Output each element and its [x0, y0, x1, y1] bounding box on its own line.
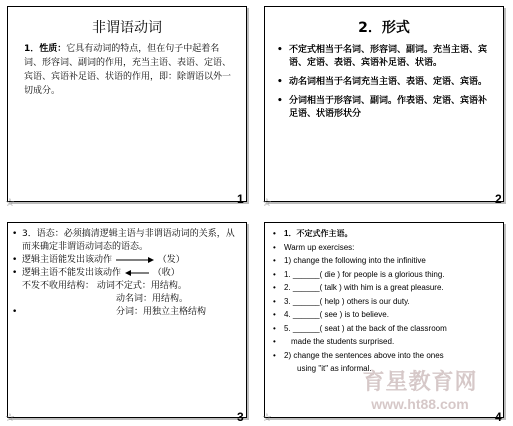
list-item: • 2. ______( talk ) with him is a great pleasure. — [273, 281, 497, 295]
bullet-icon: • — [273, 283, 276, 292]
list-item: • 逻辑主语不能发出该动作 （收） — [12, 268, 180, 278]
list-item: • 1) change the following into the infinitive — [273, 254, 497, 268]
star-icon: ☆ — [5, 411, 15, 424]
slide-1[interactable] — [7, 6, 247, 202]
bullet-icon: • — [12, 229, 18, 239]
list-item: 动名词：用结构。 — [116, 294, 189, 304]
slide-1-body-text: 它具有动词的特点，但在句子中起着名词、形容词、副词的作用，充当主语、表语、定语、宾语、宾语补足语、状语的作用，即：除谓语以外一切成分。 — [24, 44, 232, 96]
list-item: • 5. ______( seat ) at the back of the classroom — [273, 322, 497, 336]
bullet-icon: • — [277, 45, 283, 55]
slide-3-content — [12, 228, 240, 319]
list-item: • 逻辑主语能发出该动作 （发） — [12, 255, 185, 265]
star-icon: ☆ — [262, 196, 272, 209]
list-item: • 3．语态：必须搞清逻辑主语与非谓语动词的关系，从而来确定非谓语动词态的语态。 — [12, 229, 235, 252]
list-item: • 4. ______( see ) is to believe. — [273, 308, 497, 322]
bullet-icon: • — [273, 310, 276, 319]
bullet-icon: • — [12, 268, 18, 278]
bullet-icon: • — [12, 255, 18, 265]
list-item: • 1. ______( die ) for people is a glorious thing. — [273, 268, 497, 282]
bullet-icon: • — [273, 256, 276, 265]
list-item: • made the students surprised. — [273, 335, 497, 349]
watermark-logo-text: 育星教育网 — [362, 370, 478, 395]
bullet-icon: • — [273, 269, 276, 279]
bullet-icon: • — [273, 296, 276, 306]
slide-1-body — [24, 42, 234, 98]
slide-1-title: 非谓语动词 — [92, 20, 162, 36]
list-item: • 动名词相当于名词充当主语、表语、定语、宾语。 — [277, 77, 488, 87]
slide-2-list — [277, 44, 493, 127]
bullet-icon: • — [273, 350, 276, 360]
left-arrow-icon — [124, 269, 150, 277]
slide-4-list — [273, 227, 497, 376]
star-icon: ☆ — [262, 411, 272, 424]
bullet-icon: • — [273, 229, 276, 238]
bullet-icon: • — [277, 96, 283, 106]
list-item: • 分词：用独立主格结构 — [12, 307, 207, 317]
slide-number: 1 — [237, 192, 244, 206]
list-item: 不发不收用结构： 动词不定式：用结构。 — [22, 281, 187, 291]
list-item: • Warm up exercises: — [273, 241, 497, 255]
bullet-icon: • — [12, 307, 18, 317]
star-icon: ☆ — [5, 196, 15, 209]
list-item: using "it" as informal. — [297, 364, 372, 373]
slide-2[interactable] — [264, 6, 504, 202]
watermark — [330, 370, 510, 412]
watermark-url: www.ht88.com — [371, 396, 469, 412]
slide-2-title: 2．形式 — [358, 20, 410, 36]
list-item: • 3. ______( help ) others is our duty. — [273, 295, 497, 309]
slide-number: 2 — [495, 192, 502, 206]
list-item: • 2) change the sentences above into the ones — [273, 349, 497, 363]
slide-number: 4 — [495, 410, 502, 424]
list-item: • 不定式相当于名词、形容词、副词。充当主语、宾语、定语、表语、宾语补足语、状语。 — [277, 45, 488, 68]
slide-3[interactable] — [7, 222, 247, 418]
bullet-icon: • — [273, 323, 276, 333]
slide-number: 3 — [237, 410, 244, 424]
bullet-icon: • — [273, 242, 276, 252]
right-arrow-icon — [115, 256, 155, 264]
list-item: • 1．不定式作主语。 — [273, 227, 497, 241]
bullet-icon: • — [273, 337, 276, 346]
slide-1-body-label: 1．性质： — [24, 44, 67, 54]
list-item: • 分词相当于形容词、副词。作表语、定语、宾语补足语、状语形状分 — [277, 96, 488, 119]
bullet-icon: • — [277, 77, 283, 87]
